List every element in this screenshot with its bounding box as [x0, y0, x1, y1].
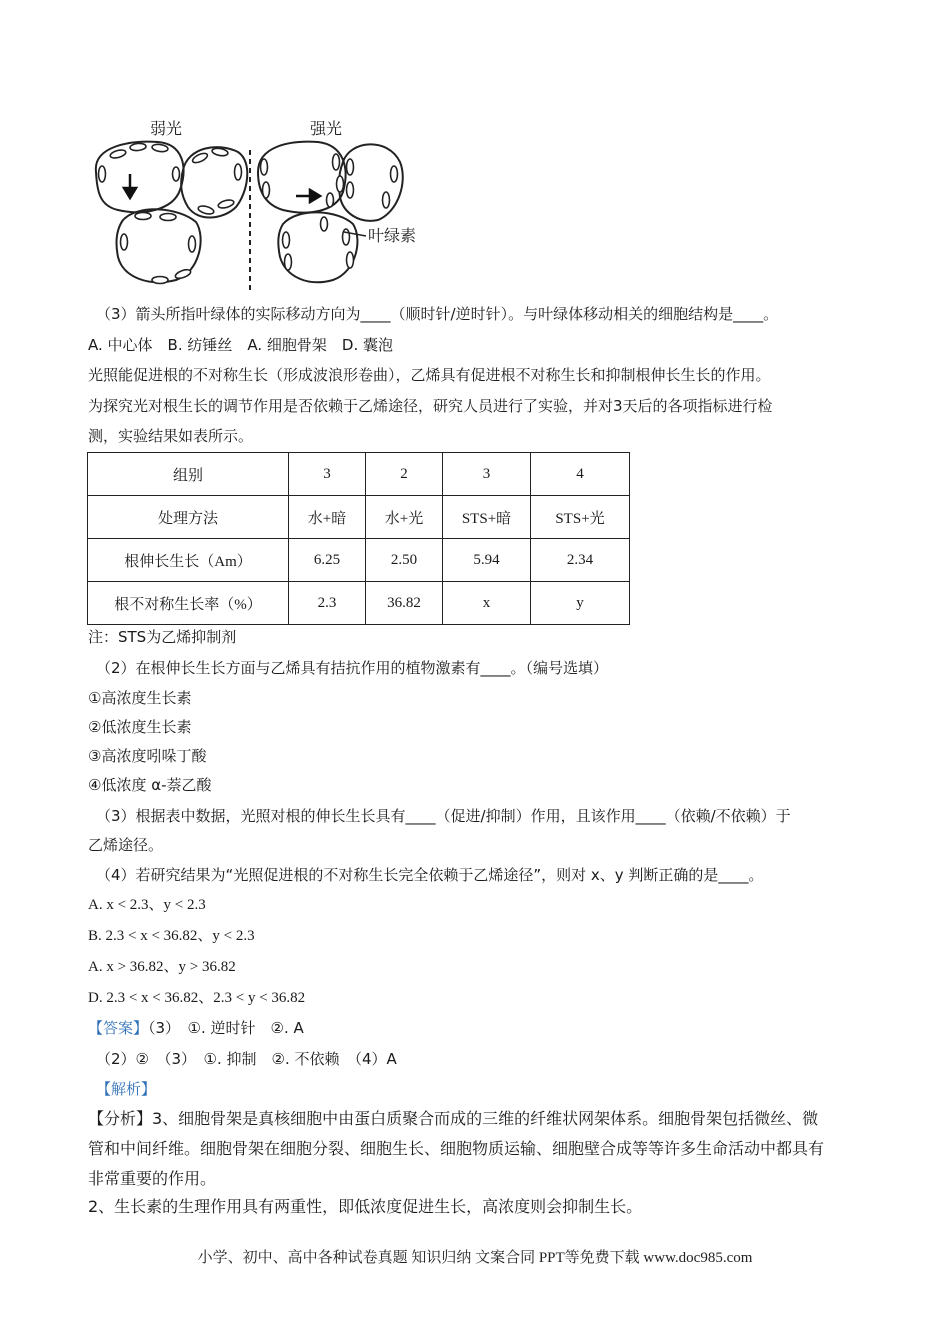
table-cell: 水+光 — [366, 496, 443, 539]
table-cell: x — [443, 582, 531, 625]
table-cell: 6.25 — [289, 539, 366, 582]
table-cell: STS+暗 — [443, 496, 531, 539]
cell-weak-2 — [181, 147, 247, 217]
intro-line-1: 光照能促进根的不对称生长（形成波浪形卷曲），乙烯具有促进根不对称生长和抑制根伸长生长的作用。 — [88, 366, 771, 384]
table-cell: 3 — [289, 453, 366, 496]
table-row — [88, 539, 630, 582]
answer-tag: 【答案】 — [88, 1019, 149, 1037]
question-3a: （3）箭头所指叶绿体的实际移动方向为____（顺时针/逆时针）。与叶绿体移动相关的细胞结构是____。 — [96, 305, 779, 323]
label-strong-light: 强光 — [310, 119, 343, 138]
table-cell: 2 — [366, 453, 443, 496]
option-b: B. 2.3 < x < 36.82、y < 2.3 — [88, 928, 255, 944]
option-d: D. 2.3 < x < 36.82、2.3 < y < 36.82 — [88, 990, 306, 1006]
page-footer: 小学、初中、高中各种试卷真题 知识归纳 文案合同 PPT等免费下载 www.doc985.com — [197, 1250, 753, 1266]
choice-4: ④低浓度 α-萘乙酸 — [88, 776, 212, 794]
chloroplast-figure — [88, 112, 448, 292]
table-cell: 3 — [443, 453, 531, 496]
question-2: （2）在根伸长生长方面与乙烯具有拮抗作用的植物激素有____。（编号选填） — [96, 659, 609, 677]
answer-line-1 — [88, 1018, 304, 1038]
option-a: A. x < 2.3、y < 2.3 — [88, 897, 206, 913]
analysis-line-2: 管和中间纤维。细胞骨架在细胞分裂、细胞生长、细胞物质运输、细胞壁合成等等许多生命活动中都具有 — [88, 1139, 825, 1158]
question-3a-options: A. 中心体 B. 纺锤丝 A. 细胞骨架 D. 囊泡 — [88, 336, 393, 354]
table-cell: 2.34 — [531, 539, 630, 582]
question-3b-line-2: 乙烯途径。 — [88, 836, 164, 854]
answer-line-2: （2）② （3） ①. 抑制 ②. 不依赖 （4）A — [96, 1050, 397, 1068]
cell-weak-1 — [96, 142, 184, 213]
analysis-tag: 【解析】 — [96, 1080, 157, 1098]
analysis-line-1: 【分析】3、细胞骨架是真核细胞中由蛋白质聚合而成的三维的纤维状网架体系。细胞骨架包括微丝、微 — [88, 1109, 819, 1128]
table-row — [88, 582, 630, 625]
table-cell: 36.82 — [366, 582, 443, 625]
results-table — [87, 452, 630, 625]
table-cell: 2.50 — [366, 539, 443, 582]
option-c: A. x > 36.82、y > 36.82 — [88, 959, 236, 975]
label-chloroplast: 叶绿素 — [368, 226, 417, 245]
intro-line-2: 为探究光对根生长的调节作用是否依赖于乙烯途径，研究人员进行了实验，并对3天后的各项指标进行检 — [88, 397, 773, 415]
answer-text-1: （3） ①. 逆时针 ②. A — [148, 1019, 304, 1037]
table-cell: 处理方法 — [88, 496, 289, 539]
table-row — [88, 453, 630, 496]
table-cell: 根伸长生长（Am） — [88, 539, 289, 582]
table-cell: 组别 — [88, 453, 289, 496]
cell-strong-3 — [278, 212, 357, 282]
table-cell: 水+暗 — [289, 496, 366, 539]
analysis-line-4: 2、生长素的生理作用具有两重性，即低浓度促进生长，高浓度则会抑制生长。 — [88, 1197, 643, 1216]
table-note: 注：STS为乙烯抑制剂 — [88, 628, 237, 646]
label-weak-light: 弱光 — [150, 119, 183, 138]
table-cell: STS+光 — [531, 496, 630, 539]
question-4: （4）若研究结果为“光照促进根的不对称生长完全依赖于乙烯途径”，则对 x、y 判断正确的是____。 — [96, 866, 764, 884]
choice-1: ①高浓度生长素 — [88, 689, 192, 707]
table-row — [88, 496, 630, 539]
table-cell: 4 — [531, 453, 630, 496]
table-cell: 根不对称生长率（%） — [88, 582, 289, 625]
analysis-line-3: 非常重要的作用。 — [88, 1169, 217, 1188]
table-cell: 5.94 — [443, 539, 531, 582]
choice-2: ②低浓度生长素 — [88, 718, 192, 736]
intro-line-3: 测，实验结果如表所示。 — [88, 427, 254, 445]
table-cell: y — [531, 582, 630, 625]
question-3b-line-1: （3）根据表中数据，光照对根的伸长生长具有____（促进/抑制）作用，且该作用____（依赖/不依赖）于 — [96, 807, 791, 825]
choice-3: ③高浓度吲哚丁酸 — [88, 747, 207, 765]
table-cell: 2.3 — [289, 582, 366, 625]
